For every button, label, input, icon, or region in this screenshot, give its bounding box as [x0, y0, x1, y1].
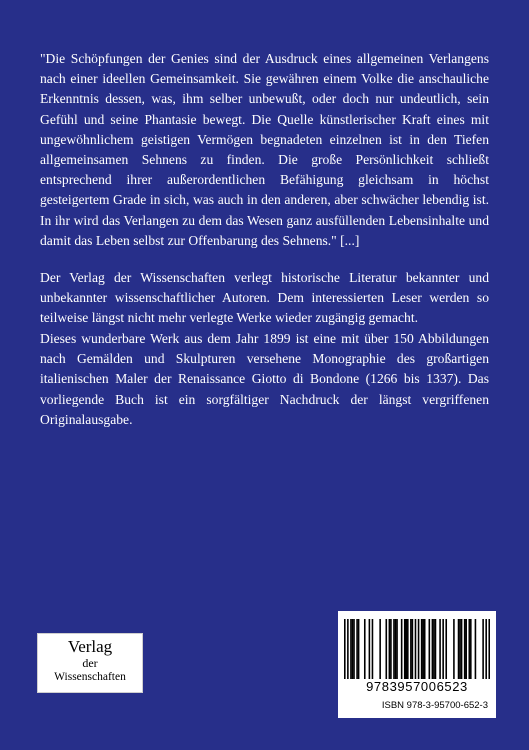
- publisher-logo: [37, 633, 143, 693]
- publisher-info-paragraph: Der Verlag der Wissenschaften verlegt historische Literatur bekannter und unbekannter wissenschaftlicher Autoren. Dem interessierten Leser werden so teilweise längst nicht mehr verlegte Werke wieder zugängig gemacht.: [40, 270, 489, 326]
- barcode-bar: [453, 619, 455, 679]
- barcode-bar: [364, 619, 366, 679]
- barcode-bar: [424, 619, 426, 679]
- barcode-bar: [488, 619, 490, 679]
- barcode-bar: [385, 619, 387, 679]
- barcode-bar: [353, 619, 355, 679]
- barcode-box: [338, 611, 496, 718]
- barcode-bar: [393, 619, 395, 679]
- barcode-bar: [465, 619, 467, 679]
- barcode-bar: [344, 619, 346, 679]
- barcode-bar: [401, 619, 403, 679]
- barcode-bar: [422, 619, 424, 679]
- logo-line-verlag: Verlag: [67, 637, 113, 656]
- logo-line-der: der: [82, 656, 98, 670]
- barcode-bar: [372, 619, 374, 679]
- barcode-bar: [350, 619, 352, 679]
- logo-line-wissenschaften: Wissenschaften: [54, 671, 126, 683]
- barcode-bar: [407, 619, 409, 679]
- barcode-bar: [358, 619, 360, 679]
- barcode-bar: [432, 619, 434, 679]
- barcode-bar: [445, 619, 447, 679]
- barcode-bar: [475, 619, 477, 679]
- barcode-bar: [410, 619, 412, 679]
- barcode-icon: [344, 619, 490, 679]
- barcode-bar: [429, 619, 431, 679]
- barcode-bar: [347, 619, 349, 679]
- barcode-bar: [461, 619, 463, 679]
- barcode-bar: [458, 619, 460, 679]
- barcode-bar: [412, 619, 414, 679]
- barcode-bar: [405, 619, 407, 679]
- isbn-label: ISBN 978-3-95700-652-3: [381, 700, 488, 711]
- barcode-bar: [459, 619, 461, 679]
- barcode-bar: [390, 619, 392, 679]
- barcode-bar: [404, 619, 406, 679]
- quote-paragraph: "Die Schöpfungen der Genies sind der Ausdruck eines allgemeinen Verlangens nach einer ideellen Gemeinsamkeit. Sie gewähren einem Volke die anschauliche Erkenntnis dessen, was, ihm selber unbewußt, oder doch nur undeutlich, sein Gefühl und seine Phantasie bewegt. Die Quelle künstlerischer Kraft eines mit ungewöhnlichem geistigen Vermögen begnadeten einzelnen ist in den Tiefen allgemeinsamen Sehnens zu finden. Die große Persönlichkeit schließt entsprechend ihrer außerordentlichen Befähigung gleichsam in höchst gesteigertem Grade in sich, was auch in den anderen, aber schwächer lebendig ist. In ihr wird das Verlangen zu dem das Wesen ganz ausfüllenden Lebensinhalte und damit das Leben selbst zur Offenbarung des Sehnens." [...]: [40, 51, 489, 248]
- barcode-bar: [418, 619, 420, 679]
- barcode-bar: [396, 619, 398, 679]
- barcode-bar: [352, 619, 354, 679]
- ean-number: 9783957006523: [366, 679, 468, 694]
- barcode-bar: [389, 619, 391, 679]
- barcode-bar: [482, 619, 484, 679]
- barcode-bar: [435, 619, 437, 679]
- barcode-bar: [468, 619, 470, 679]
- barcode-bar: [415, 619, 417, 679]
- barcode-bar: [470, 619, 472, 679]
- barcode-bar: [379, 619, 381, 679]
- barcode-bar: [395, 619, 397, 679]
- barcode-bar: [369, 619, 371, 679]
- barcode-bar: [356, 619, 358, 679]
- barcode-bar: [439, 619, 441, 679]
- barcode-bar: [421, 619, 423, 679]
- book-description-paragraph: Dieses wunderbare Werk aus dem Jahr 1899 ist eine mit über 150 Abbildungen nach Gemälden und Skulpturen versehene Monographie des großartigen italienischen Maler der Renaissance Giotto di Bondone (1266 bis 1337). Das vorliegende Buch ist ein sorgfältiger Nachdruck der längst vergriffenen Originalausgabe.: [40, 331, 489, 427]
- barcode-bar: [485, 619, 487, 679]
- barcode-bar: [464, 619, 466, 679]
- barcode-bar: [442, 619, 444, 679]
- barcode-bar: [433, 619, 435, 679]
